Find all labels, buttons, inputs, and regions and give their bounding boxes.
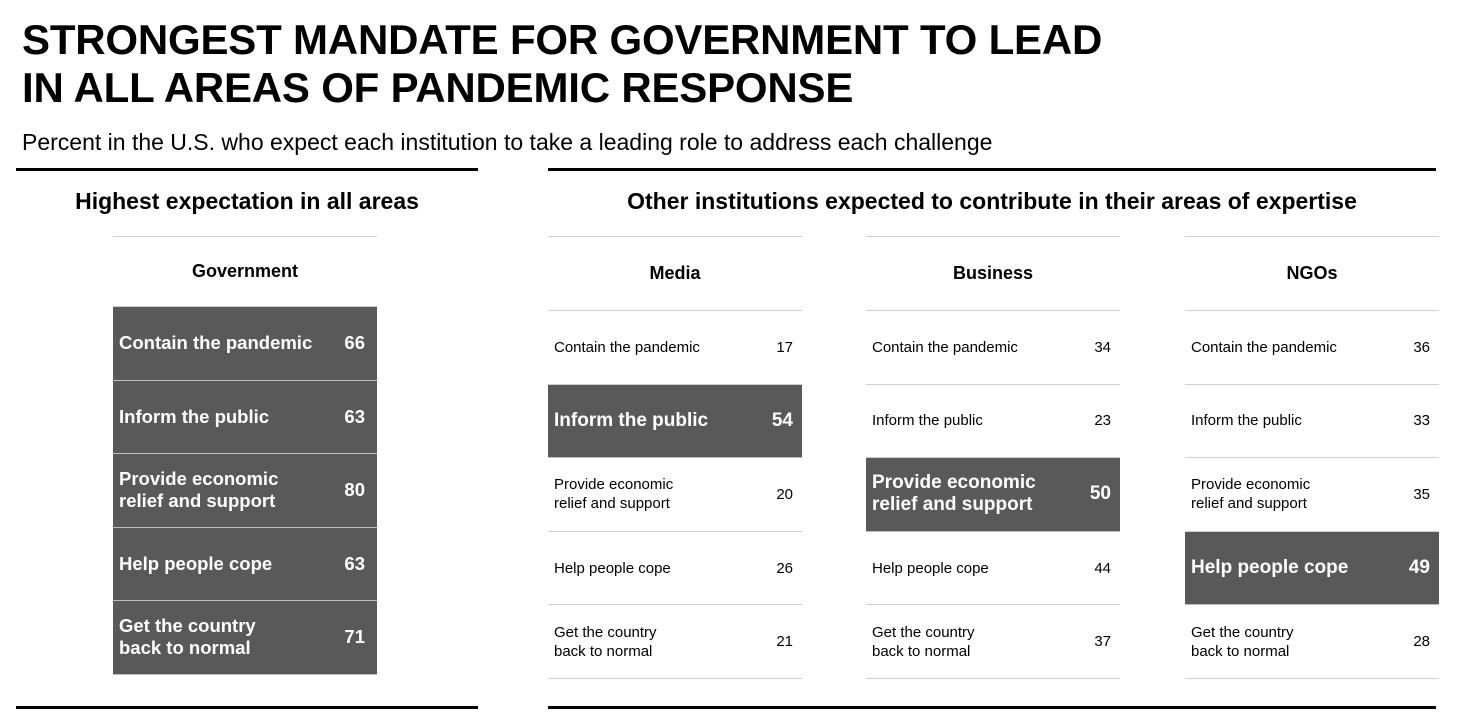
column-header-business: Business (866, 237, 1120, 311)
row-label (872, 623, 975, 661)
row-label-line: relief and support (119, 490, 276, 512)
row-label-line: Get the country (554, 623, 657, 641)
row-value: 63 (344, 405, 365, 427)
row-label-line: Inform the public (1191, 412, 1302, 430)
row-label (1191, 475, 1310, 513)
table-row (866, 458, 1120, 532)
row-label-line: Get the country (872, 623, 975, 641)
row-value: 80 (344, 479, 365, 501)
table-row (866, 385, 1120, 459)
table-row (1185, 311, 1439, 385)
row-label-line: Provide economic (1191, 476, 1311, 494)
row-value: 20 (776, 485, 793, 503)
row-label-line: Contain the pandemic (872, 338, 1018, 356)
left-section-title: Highest expectation in all areas (75, 188, 419, 214)
row-value: 36 (1413, 338, 1430, 356)
table-row (866, 532, 1120, 606)
row-label-line: relief and support (872, 494, 1033, 516)
row-label (119, 332, 312, 354)
right-bottom-rule (548, 706, 1436, 709)
table-row (1185, 605, 1439, 679)
row-label-line: Provide economic (872, 472, 1036, 494)
row-value: 66 (344, 332, 365, 354)
row-value: 21 (776, 633, 793, 651)
row-label (554, 410, 708, 432)
row-value: 44 (1094, 559, 1111, 577)
row-label-line: Help people cope (872, 559, 989, 577)
row-label-line: Inform the public (119, 405, 270, 427)
row-label-line: Contain the pandemic (554, 338, 700, 356)
row-value: 34 (1094, 338, 1111, 356)
column-header-media: Media (548, 237, 802, 311)
row-label (872, 559, 989, 578)
row-label (119, 406, 269, 428)
table-media (548, 236, 802, 679)
row-label-line: Help people cope (554, 559, 671, 577)
row-label (872, 338, 1018, 357)
table-row (113, 307, 377, 381)
row-label (872, 411, 983, 430)
row-label (554, 623, 657, 661)
row-label-line: Help people cope (119, 552, 273, 574)
row-value: 35 (1413, 485, 1430, 503)
row-value: 26 (776, 559, 793, 577)
row-label-line: Provide economic (554, 476, 674, 494)
row-value: 33 (1413, 412, 1430, 430)
table-row (866, 311, 1120, 385)
row-label-line: Contain the pandemic (1191, 338, 1337, 356)
row-label (872, 472, 1036, 516)
right-top-rule (548, 168, 1436, 171)
row-label-line: back to normal (872, 642, 971, 660)
row-label-line: Get the country (1191, 623, 1294, 641)
row-value: 71 (344, 626, 365, 648)
row-label-line: Provide economic (119, 468, 279, 490)
row-label-line: relief and support (554, 495, 670, 513)
row-value: 37 (1094, 633, 1111, 651)
right-section-title: Other institutions expected to contribute in their areas of expertise (627, 188, 1357, 214)
row-value: 28 (1413, 633, 1430, 651)
left-top-rule (16, 168, 478, 171)
row-label-line: back to normal (1191, 642, 1290, 660)
table-government (113, 236, 377, 675)
left-bottom-rule (16, 706, 478, 709)
row-label (1191, 557, 1348, 579)
row-value: 17 (776, 338, 793, 356)
column-header-ngos: NGOs (1185, 237, 1439, 311)
table-row (1185, 458, 1439, 532)
row-label (554, 475, 673, 513)
table-row (113, 381, 377, 455)
page-title (22, 16, 1102, 112)
row-label-line: Contain the pandemic (119, 332, 313, 354)
row-label-line: relief and support (1191, 495, 1307, 513)
row-label-line: Inform the public (554, 409, 709, 431)
row-label (119, 615, 256, 659)
table-row (548, 311, 802, 385)
row-value: 63 (344, 552, 365, 574)
row-label-line: back to normal (554, 642, 653, 660)
row-label-line: Help people cope (1191, 557, 1349, 579)
table-ngos (1185, 236, 1439, 679)
row-label-line: Inform the public (872, 412, 983, 430)
row-label (554, 559, 671, 578)
title-line-1: STRONGEST MANDATE FOR GOVERNMENT TO LEAD (22, 16, 1103, 63)
table-row (548, 605, 802, 679)
row-label-line: back to normal (119, 637, 251, 659)
row-value: 54 (771, 409, 793, 431)
row-value: 50 (1089, 483, 1111, 505)
table-row (1185, 532, 1439, 606)
table-business (866, 236, 1120, 679)
row-value: 49 (1408, 557, 1430, 579)
table-row (866, 605, 1120, 679)
row-label-line: Get the country (119, 615, 256, 637)
row-label (119, 468, 278, 512)
table-row (1185, 385, 1439, 459)
subtitle: Percent in the U.S. who expect each institution to take a leading role to address each challenge (22, 129, 993, 155)
table-row (113, 528, 377, 602)
row-label (1191, 623, 1294, 661)
table-row (548, 385, 802, 459)
row-label (119, 553, 272, 575)
row-label (1191, 411, 1302, 430)
title-line-2: IN ALL AREAS OF PANDEMIC RESPONSE (22, 64, 854, 111)
table-row (113, 454, 377, 528)
row-label (1191, 338, 1337, 357)
table-row (548, 458, 802, 532)
row-value: 23 (1094, 412, 1111, 430)
table-row (548, 532, 802, 606)
column-header-government: Government (113, 237, 377, 307)
table-row (113, 601, 377, 675)
row-label (554, 338, 700, 357)
